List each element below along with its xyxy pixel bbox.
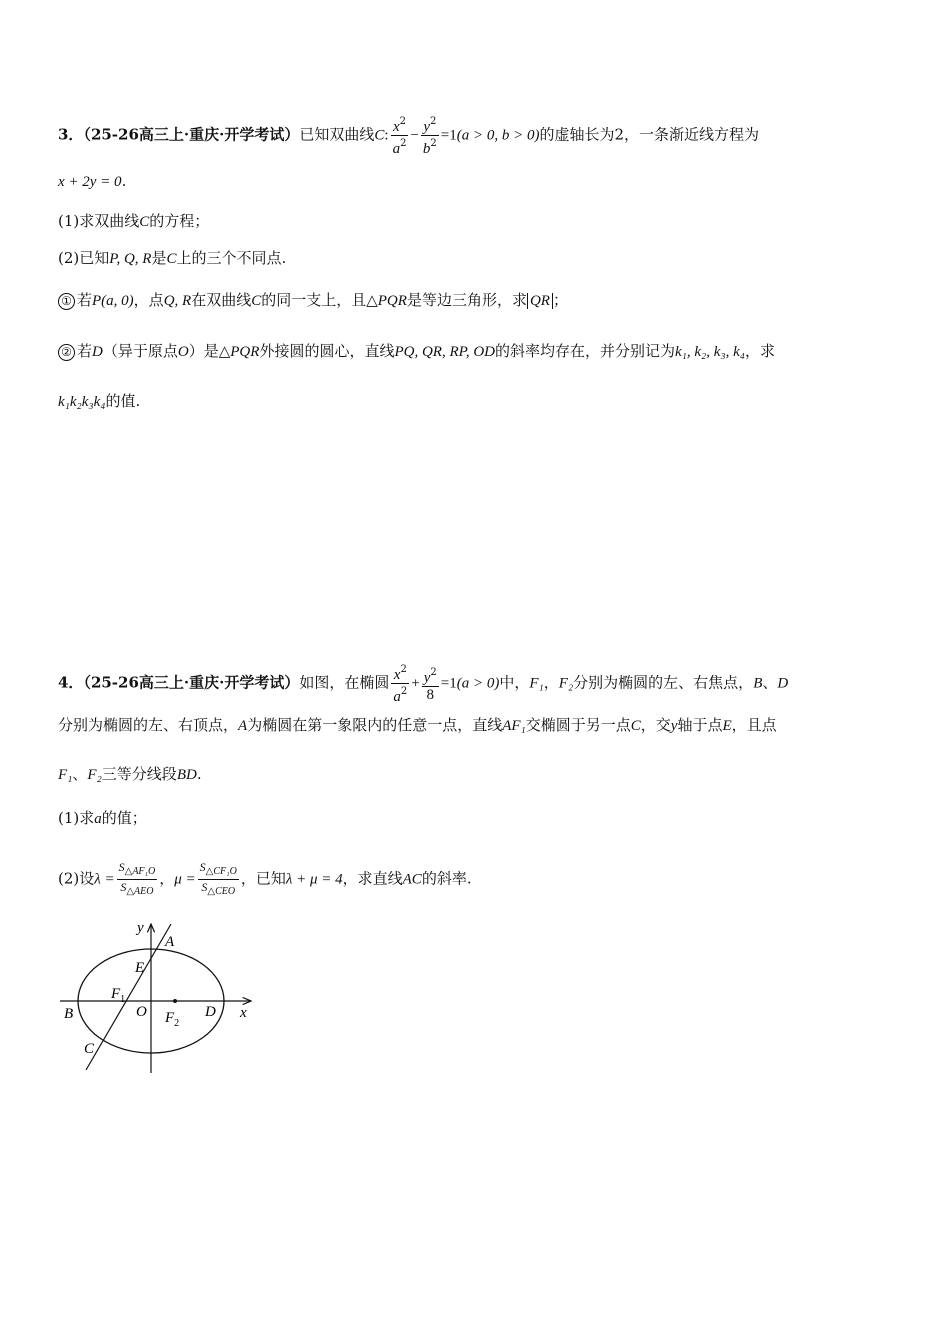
label-x: x <box>240 1005 247 1021</box>
q3-number: 3． <box>58 125 84 144</box>
q4-number: 4． <box>58 673 84 692</box>
label-C: C <box>84 1041 95 1057</box>
focus-f2-dot <box>173 999 177 1003</box>
q4-part-2: (2)设λ = $\frac{S_{\triangle AF_1O}}{S_{\triangle AEO}}$ ，μ = $\frac{S_{\triangle CF_1O}}{S_{\triangle CEO}}$ ，已知λ + μ = 4，求直线AC的斜率. <box>58 860 472 897</box>
circled-two: ② <box>58 344 75 361</box>
label-E: E <box>135 960 145 976</box>
label-F2: $F_2$ <box>165 1010 180 1029</box>
line-ac <box>86 924 171 1070</box>
circled-one: ① <box>58 293 75 310</box>
q3-fraction-x: $\frac{x^2}{a^2}$ <box>392 116 407 157</box>
mu-fraction: $\frac{S_{\triangle CF_1O}}{S_{\triangle CEO}}$ <box>199 860 237 897</box>
label-F1: $F_1$ <box>111 986 126 1005</box>
q3-line-2: x + 2y = 0. <box>58 172 127 190</box>
label-B: B <box>64 1006 74 1022</box>
q3-condition: (a > 0, b > 0) <box>456 127 540 144</box>
q4-line-3: F₁、F₂三等分线段BD. <box>58 765 202 783</box>
lambda-fraction: $\frac{S_{\triangle AF_1O}}{S_{\triangle AEO}}$ <box>118 860 156 897</box>
q4-part-1: (1)求a的值； <box>58 809 147 827</box>
q3-line-1: 3．（25-26高三上·重庆·开学考试）已知双曲线C: $\frac{x^2}{a^2}$ − $\frac{y^2}{b^2}$ =1(a > 0, b > 0)的虚轴长为2，一条渐近线方程为 <box>58 116 760 157</box>
q4-source: （25-26高三上·重庆·开学考试） <box>83 673 300 692</box>
label-A: A <box>165 934 175 950</box>
q3-part-2: (2)已知P, Q, R是C上的三个不同点. <box>58 249 287 267</box>
q3-subpart-2-cont: k₁k₂k₃k₄的值. <box>58 392 141 410</box>
q4-line-2: 分别为椭圆的左、右顶点，A为椭圆在第一象限内的任意一点，直线AF₁交椭圆于另一点C，交y轴于点E，且点 <box>58 716 777 734</box>
q3-part-1: (1)求双曲线C的方程； <box>58 212 210 230</box>
q4-fraction-x: $\frac{x^2}{a^2}$ <box>393 664 408 705</box>
q3-asymptote: x + 2y = 0 <box>58 174 122 190</box>
q4-fraction-y: $\frac{y^2}{8}$ <box>423 666 437 703</box>
q3-fraction-y: $\frac{y^2}{b^2}$ <box>422 116 437 157</box>
label-D: D <box>205 1004 216 1020</box>
label-y: y <box>137 920 144 936</box>
ellipse-figure <box>55 918 275 1078</box>
q3-source: （25-26高三上·重庆·开学考试） <box>83 125 300 144</box>
q4-line-1: 4．（25-26高三上·重庆·开学考试）如图，在椭圆 $\frac{x^2}{a^2}$ + $\frac{y^2}{8}$ =1(a > 0)中，F₁，F₂分别为椭圆的左、右焦点，B、D <box>58 664 789 705</box>
q3-subpart-1: ① 若P(a, 0)，点Q, R在双曲线C的同一支上，且△PQR是等边三角形，求 QR ； <box>58 289 568 312</box>
q3-subpart-2: ② 若D（异于原点O）是△PQR外接圆的圆心，直线PQ, QR, RP, OD的斜率均存在，并分别记为k₁, k₂, k₃, k₄，求 <box>58 340 775 363</box>
label-O: O <box>136 1004 147 1020</box>
